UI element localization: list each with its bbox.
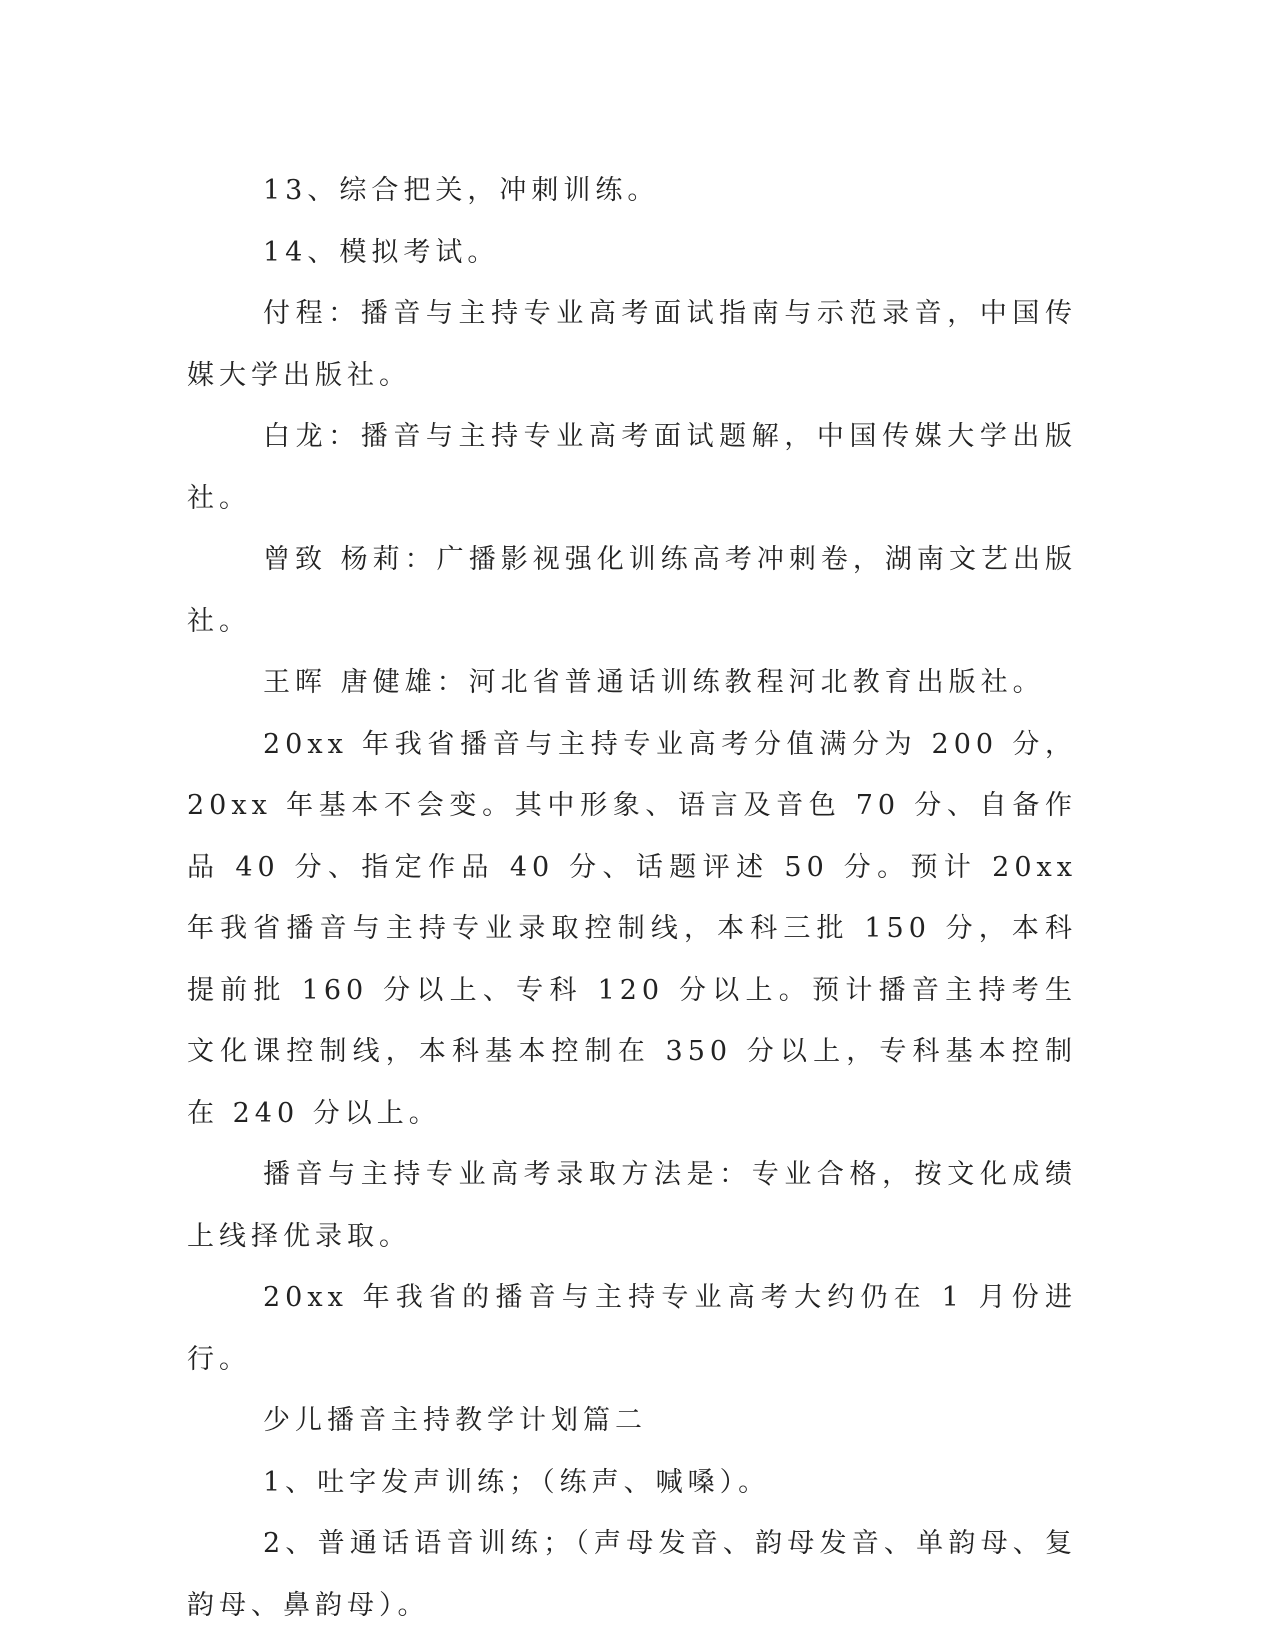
exam-date-paragraph: 20xx 年我省的播音与主持专业高考大约仍在 1 月份进行。: [187, 1282, 1077, 1375]
list-item-1: 1、吐字发声训练；（练声、喊嗓）。: [263, 1466, 771, 1498]
document-body: [187, 160, 1077, 1636]
list-item-14: 14、模拟考试。: [263, 236, 500, 268]
score-paragraph: 20xx 年我省播音与主持专业高考分值满分为 200 分，20xx 年基本不会变。其中形象、语言及音色 70 分、自备作品 40 分、指定作品 40 分、话题评述 50 分。预计 20xx 年我省播音与主持专业录取控制线，本科三批 150 分，本科提前批 160 分以上、专科 120 分以上。预计播音主持考生文化课控制线，本科基本控制在 350 分以上，专科基本控制在 240 分以上。: [187, 728, 1077, 1129]
section-heading: 少儿播音主持教学计划篇二: [263, 1405, 647, 1436]
list-item-2: 2、普通话语音训练；（声母发音、韵母发音、单韵母、复韵母、鼻韵母）。: [187, 1528, 1077, 1621]
reference-bailong: 白龙：播音与主持专业高考面试题解，中国传媒大学出版社。: [187, 421, 1077, 514]
reference-fucheng: 付程：播音与主持专业高考面试指南与示范录音，中国传媒大学出版社。: [187, 298, 1077, 391]
reference-wanghui-tangjianxiong: 王晖 唐健雄：河北省普通话训练教程河北教育出版社。: [263, 667, 1045, 698]
admission-method-paragraph: 播音与主持专业高考录取方法是：专业合格，按文化成绩上线择优录取。: [187, 1159, 1077, 1252]
reference-zengzhi-yangli: 曾致 杨莉：广播影视强化训练高考冲刺卷，湖南文艺出版社。: [187, 544, 1077, 637]
list-item-13: 13、综合把关，冲刺训练。: [263, 175, 660, 206]
